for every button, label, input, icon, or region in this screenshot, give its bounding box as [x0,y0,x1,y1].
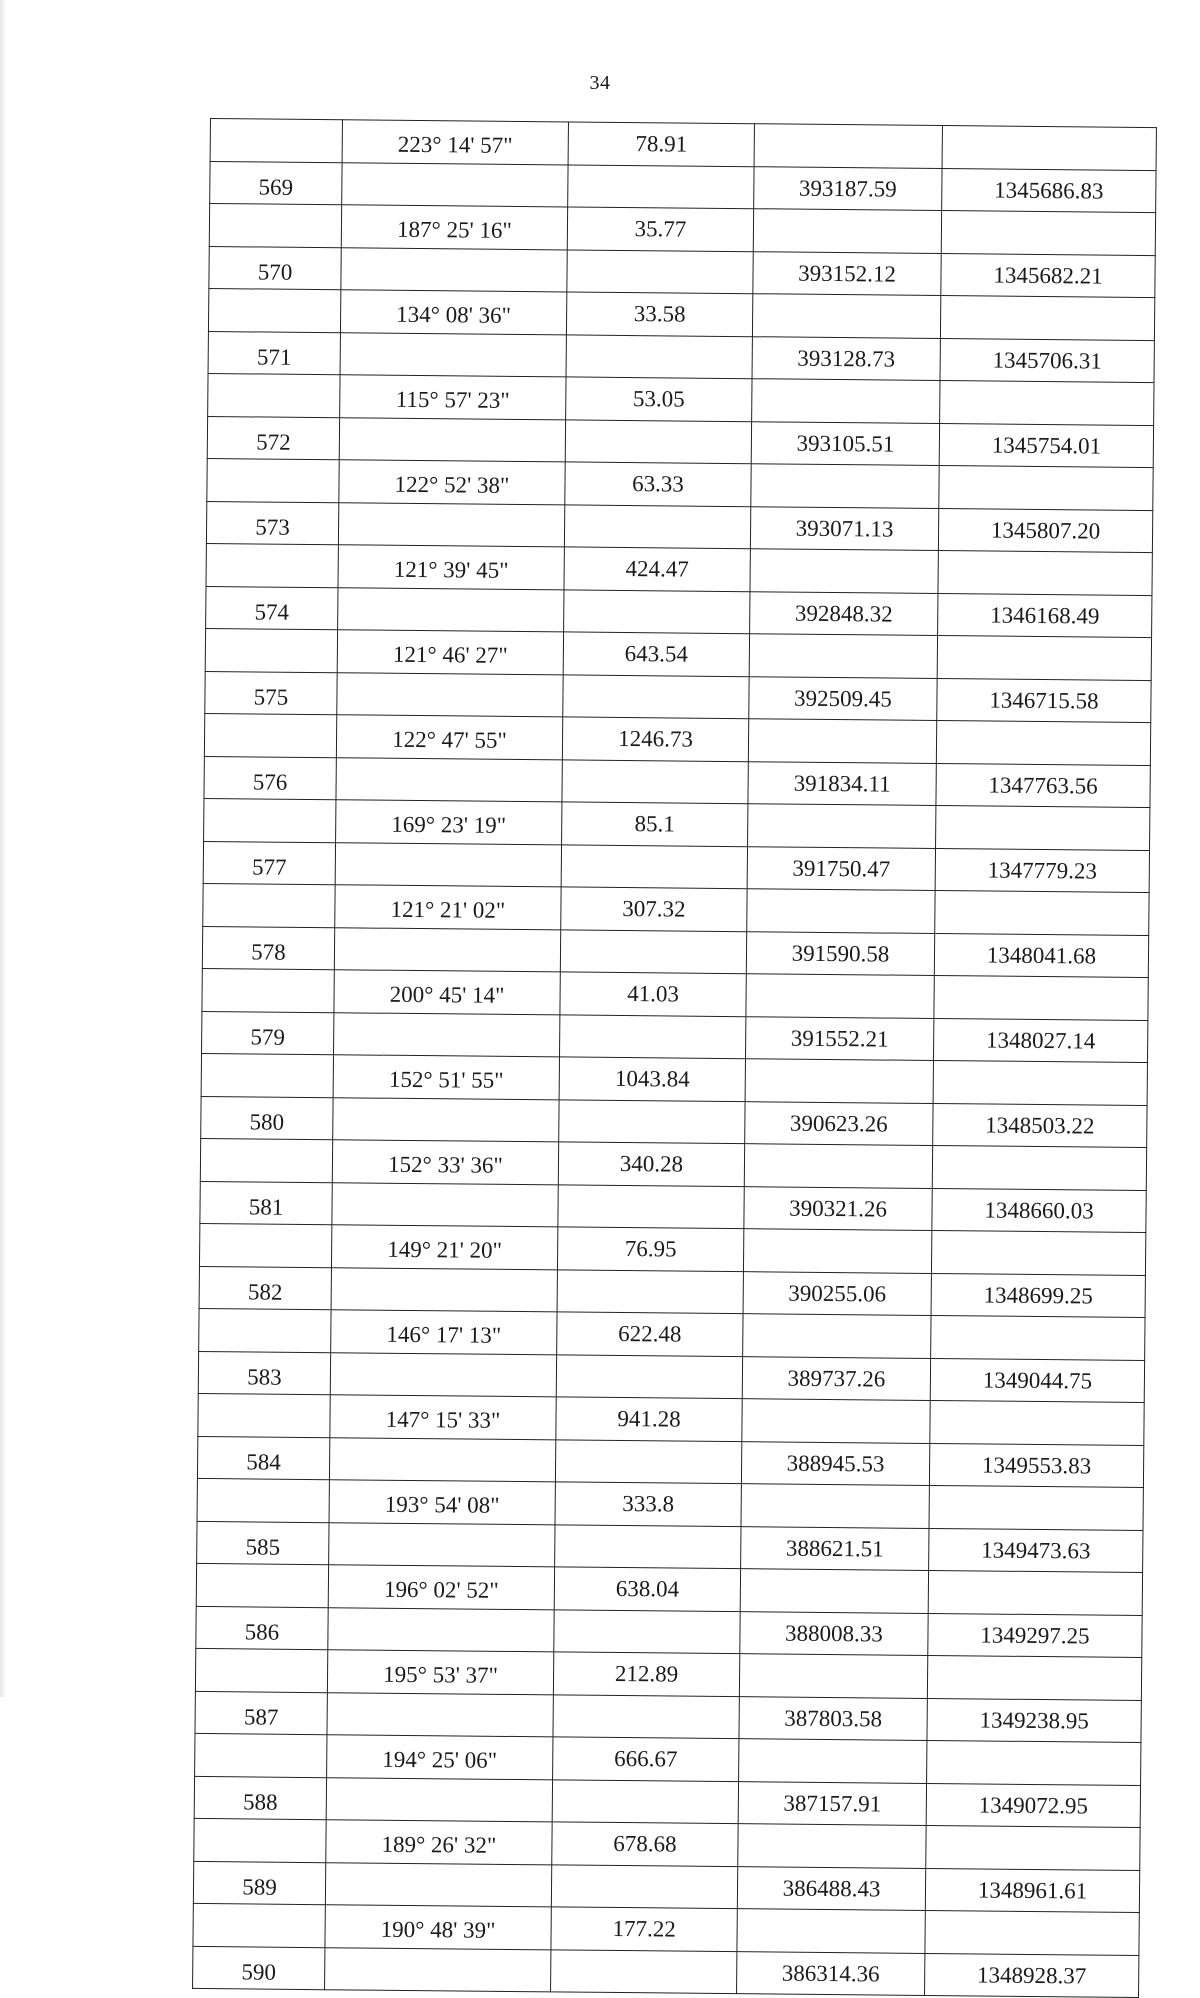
station-cell [209,204,341,248]
station-cell: 584 [197,1436,329,1480]
northing-cell [930,1400,1144,1445]
distance-cell [553,1694,739,1738]
easting-cell: 386314.36 [737,1951,925,1995]
distance-cell: 177.22 [551,1907,737,1951]
easting-cell [739,1739,927,1783]
northing-cell: 1348503.22 [933,1103,1147,1148]
northing-cell: 1347763.56 [936,763,1150,808]
easting-cell: 391750.47 [747,846,935,890]
distance-cell: 666.67 [553,1737,739,1781]
northing-cell [928,1570,1142,1615]
distance-cell: 212.89 [553,1652,739,1696]
distance-cell [564,504,750,548]
bearing-cell: 146° 17' 13" [331,1310,557,1355]
easting-cell: 392848.32 [750,591,938,635]
easting-cell: 391834.11 [748,761,936,805]
northing-cell: 1345754.01 [939,423,1153,468]
station-cell: 579 [202,1011,334,1055]
station-cell [199,1223,331,1267]
easting-cell [752,294,940,338]
bearing-cell [325,1947,551,1992]
station-cell: 575 [205,671,337,715]
northing-cell: 1349297.25 [928,1613,1142,1658]
northing-cell: 1345686.83 [942,168,1156,213]
bearing-cell [335,842,561,887]
distance-cell [568,164,754,208]
easting-cell [744,1144,932,1188]
distance-cell [562,759,748,803]
distance-cell: 76.95 [557,1227,743,1271]
bearing-cell: 115° 57' 23" [340,375,566,420]
bearing-cell: 189° 26' 32" [326,1820,552,1865]
easting-cell [745,1059,933,1103]
easting-cell [750,549,938,593]
bearing-cell: 134° 08' 36" [340,290,566,335]
northing-cell [927,1655,1141,1700]
station-cell: 569 [210,161,342,205]
distance-cell [566,334,752,378]
bearing-cell: 196° 02' 52" [328,1565,554,1610]
easting-cell: 390321.26 [744,1186,932,1230]
easting-cell: 388945.53 [741,1441,929,1485]
bearing-cell: 152° 51' 55" [333,1055,559,1100]
easting-cell: 389737.26 [742,1356,930,1400]
northing-cell [938,551,1152,596]
northing-cell: 1345706.31 [940,338,1154,383]
traverse-table [192,118,1157,1998]
station-cell: 590 [193,1946,325,1990]
station-row [193,1946,1139,1998]
station-cell [208,288,340,332]
station-cell: 571 [208,331,340,375]
station-cell [199,1308,331,1352]
bearing-cell [334,1012,560,1057]
distance-cell [551,1949,737,1993]
station-cell [202,968,334,1012]
northing-cell: 1348041.68 [934,933,1148,978]
bearing-cell [334,927,560,972]
station-cell [204,798,336,842]
station-cell [197,1478,329,1522]
easting-cell: 390623.26 [745,1101,933,1145]
easting-cell: 386488.43 [737,1866,925,1910]
station-cell [208,373,340,417]
bearing-cell: 122° 47' 55" [336,715,562,760]
easting-cell [737,1909,925,1953]
station-cell: 581 [200,1181,332,1225]
bearing-cell [332,1182,558,1227]
easting-cell [748,804,936,848]
easting-cell [748,719,936,763]
northing-cell: 1347779.23 [935,848,1149,893]
northing-cell: 1346715.58 [937,678,1151,723]
easting-cell: 388008.33 [740,1611,928,1655]
bearing-cell: 121° 21' 02" [335,885,561,930]
distance-cell: 1246.73 [562,717,748,761]
station-cell [200,1138,332,1182]
distance-cell [565,419,751,463]
traverse-table-container [192,118,1156,1998]
northing-cell: 1348027.14 [933,1018,1147,1063]
easting-cell [747,889,935,933]
station-cell: 585 [197,1521,329,1565]
distance-cell: 63.33 [565,462,751,506]
northing-cell [934,975,1148,1020]
northing-cell [927,1740,1141,1785]
northing-cell: 1348660.03 [932,1188,1146,1233]
northing-cell: 1349072.95 [926,1783,1140,1828]
station-cell: 577 [203,841,335,885]
station-cell [198,1393,330,1437]
northing-cell [931,1315,1145,1360]
easting-cell [754,124,942,168]
station-cell: 586 [196,1606,328,1650]
easting-cell: 393128.73 [752,336,940,380]
distance-cell [551,1864,737,1908]
easting-cell [751,464,939,508]
distance-cell: 424.47 [564,547,750,591]
northing-cell [932,1145,1146,1190]
easting-cell [739,1654,927,1698]
bearing-cell [330,1352,556,1397]
distance-cell: 307.32 [561,887,747,931]
distance-cell [560,1014,746,1058]
bearing-cell [331,1267,557,1312]
northing-cell: 1346168.49 [938,593,1152,638]
easting-cell [749,634,937,678]
bearing-cell [339,417,565,462]
easting-cell [743,1229,931,1273]
station-cell: 570 [209,246,341,290]
distance-cell [552,1779,738,1823]
easting-cell: 391552.21 [745,1016,933,1060]
station-cell: 574 [206,586,338,630]
easting-cell [746,974,934,1018]
distance-cell: 78.91 [568,122,754,166]
station-cell [195,1733,327,1777]
distance-cell: 85.1 [562,802,748,846]
distance-cell: 678.68 [552,1822,738,1866]
northing-cell [936,806,1150,851]
easting-cell [753,209,941,253]
easting-cell [743,1314,931,1358]
bearing-cell: 149° 21' 20" [331,1225,557,1270]
bearing-cell: 193° 54' 08" [329,1480,555,1525]
easting-cell: 393152.12 [753,251,941,295]
bearing-cell: 121° 46' 27" [337,630,563,675]
distance-cell [560,929,746,973]
northing-cell: 1349238.95 [927,1698,1141,1743]
bearing-cell: 195° 53' 37" [327,1650,553,1695]
bearing-cell [338,587,564,632]
bearing-cell [340,332,566,377]
easting-cell: 387803.58 [739,1696,927,1740]
station-cell [195,1648,327,1692]
distance-cell: 643.54 [563,632,749,676]
northing-cell [926,1825,1140,1870]
bearing-cell [333,1097,559,1142]
easting-cell: 393105.51 [751,421,939,465]
northing-cell: 1345807.20 [938,508,1152,553]
easting-cell [741,1484,929,1528]
distance-cell [563,674,749,718]
easting-cell: 388621.51 [741,1526,929,1570]
easting-cell: 391590.58 [746,931,934,975]
bearing-cell [327,1692,553,1737]
distance-cell: 53.05 [566,377,752,421]
bearing-cell: 169° 23' 19" [336,800,562,845]
easting-cell [752,379,940,423]
northing-cell: 1348928.37 [925,1953,1139,1998]
bearing-cell: 147° 15' 33" [330,1395,556,1440]
bearing-cell [336,757,562,802]
northing-cell [940,296,1154,341]
distance-cell: 41.03 [560,972,746,1016]
bearing-cell [329,1437,555,1482]
easting-cell [742,1399,930,1443]
distance-cell [555,1439,741,1483]
bearing-cell [328,1607,554,1652]
northing-cell [935,890,1149,935]
easting-cell: 392509.45 [749,676,937,720]
distance-cell: 638.04 [554,1567,740,1611]
northing-cell: 1349473.63 [929,1528,1143,1573]
bearing-cell [325,1862,551,1907]
station-cell: 578 [202,926,334,970]
station-cell [193,1903,325,1947]
distance-cell [561,844,747,888]
station-cell [206,543,338,587]
station-cell [210,119,342,163]
distance-cell: 622.48 [557,1312,743,1356]
bearing-cell: 223° 14' 57" [342,120,568,165]
northing-cell: 1345682.21 [941,253,1155,298]
bearing-cell: 190° 48' 39" [325,1905,551,1950]
distance-cell: 340.28 [558,1142,744,1186]
scan-edge-shadow [0,0,6,1697]
distance-cell [558,1184,744,1228]
bearing-cell [338,502,564,547]
distance-cell [554,1609,740,1653]
easting-cell: 390255.06 [743,1271,931,1315]
station-cell [203,883,335,927]
easting-cell: 393187.59 [754,166,942,210]
station-cell: 583 [198,1351,330,1395]
northing-cell [936,721,1150,766]
bearing-cell: 121° 39' 45" [338,545,564,590]
northing-cell [939,466,1153,511]
station-cell: 582 [199,1266,331,1310]
station-cell: 589 [193,1861,325,1905]
station-cell: 572 [207,416,339,460]
distance-cell: 1043.84 [559,1057,745,1101]
station-cell: 573 [206,501,338,545]
bearing-cell [337,672,563,717]
bearing-cell: 194° 25' 06" [327,1735,553,1780]
station-cell: 576 [204,756,336,800]
northing-cell [941,211,1155,256]
bearing-cell [326,1777,552,1822]
bearing-cell: 187° 25' 16" [341,205,567,250]
distance-cell: 941.28 [556,1397,742,1441]
distance-cell [557,1269,743,1313]
northing-cell [942,126,1156,171]
distance-cell: 33.58 [566,292,752,336]
northing-cell [925,1910,1139,1955]
northing-cell [931,1230,1145,1275]
easting-cell [738,1824,926,1868]
distance-cell [567,249,753,293]
distance-cell [556,1354,742,1398]
easting-cell: 387157.91 [738,1781,926,1825]
station-cell [205,628,337,672]
distance-cell [559,1099,745,1143]
bearing-cell [329,1522,555,1567]
easting-cell [740,1569,928,1613]
bearing-cell [341,247,567,292]
station-cell [196,1563,328,1607]
station-cell: 580 [201,1096,333,1140]
bearing-cell: 200° 45' 14" [334,970,560,1015]
station-cell: 587 [195,1691,327,1735]
distance-cell [564,589,750,633]
distance-cell [555,1524,741,1568]
station-cell: 588 [194,1776,326,1820]
distance-cell: 35.77 [567,207,753,251]
station-cell [201,1053,333,1097]
northing-cell: 1349553.83 [929,1443,1143,1488]
page-number: 34 [589,72,611,94]
station-cell [207,458,339,502]
bearing-cell: 122° 52' 38" [339,460,565,505]
northing-cell: 1349044.75 [930,1358,1144,1403]
northing-cell [940,381,1154,426]
northing-cell [929,1485,1143,1530]
station-cell [204,713,336,757]
northing-cell: 1348699.25 [931,1273,1145,1318]
northing-cell [937,636,1151,681]
station-cell [194,1818,326,1862]
easting-cell: 393071.13 [750,506,938,550]
northing-cell: 1348961.61 [925,1868,1139,1913]
traverse-table-body [193,119,1157,1998]
distance-cell: 333.8 [555,1482,741,1526]
northing-cell [933,1060,1147,1105]
bearing-cell: 152° 33' 36" [332,1140,558,1185]
bearing-cell [342,162,568,207]
